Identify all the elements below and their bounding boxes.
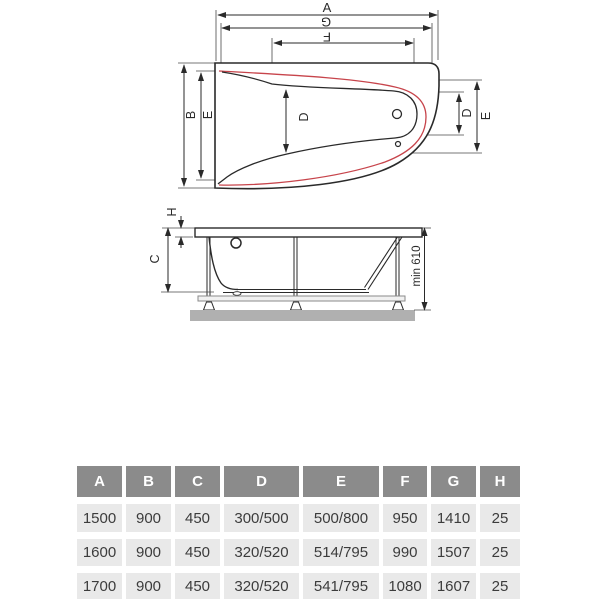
table-cell: 900 xyxy=(126,504,171,532)
bottom-drain xyxy=(233,292,241,296)
table-header-cell: E xyxy=(303,466,379,497)
top-view-drawing xyxy=(178,0,493,189)
dim-label-c: C xyxy=(148,254,162,264)
dim-label-d-right: D xyxy=(460,108,474,118)
dim-label-e-right: E xyxy=(479,111,493,121)
tub-rim-deck xyxy=(195,228,422,237)
dim-label-h: H xyxy=(165,207,179,217)
table-cell: 1607 xyxy=(431,573,476,599)
table-cell: 514/795 xyxy=(303,539,379,566)
table-cell: 25 xyxy=(480,539,520,566)
dim-label-min-height: min 610 xyxy=(411,245,423,287)
table-cell: 541/795 xyxy=(303,573,379,599)
table-header-cell: D xyxy=(224,466,299,497)
small-hole xyxy=(396,142,401,147)
tub-bottom xyxy=(223,290,369,293)
overflow-hole xyxy=(231,238,241,248)
table-cell: 25 xyxy=(480,573,520,599)
frame-feet xyxy=(204,302,404,310)
table-cell: 300/500 xyxy=(224,504,299,532)
dim-label-e-left: E xyxy=(201,110,215,120)
table-cell: 900 xyxy=(126,573,171,599)
table-header-cell: A xyxy=(77,466,122,497)
table-cell: 500/800 xyxy=(303,504,379,532)
table-cell: 1700 xyxy=(77,573,122,599)
frame-base-rail xyxy=(198,296,405,301)
table-cell: 25 xyxy=(480,504,520,532)
tub-outer-outline xyxy=(215,63,439,189)
dim-label-b: B xyxy=(184,110,198,120)
table-header-cell: B xyxy=(126,466,171,497)
table-cell: 1500 xyxy=(77,504,122,532)
table-cell: 450 xyxy=(175,539,220,566)
dim-label-g: G xyxy=(320,14,332,30)
table-cell: 1600 xyxy=(77,539,122,566)
floor-bar xyxy=(190,310,415,321)
table-header-cell: H xyxy=(480,466,520,497)
table-cell: 950 xyxy=(383,504,427,532)
dim-label-d-inner: D xyxy=(297,112,311,122)
table-cell: 320/520 xyxy=(224,573,299,599)
drain-hole xyxy=(393,110,402,119)
dimension-table xyxy=(77,466,520,599)
table-header-cell: C xyxy=(175,466,220,497)
table-header-cell: F xyxy=(383,466,427,497)
table-cell: 900 xyxy=(126,539,171,566)
table-cell: 1410 xyxy=(431,504,476,532)
side-view-drawing xyxy=(148,207,431,321)
dim-label-f: F xyxy=(323,29,331,45)
table-header-cell: G xyxy=(431,466,476,497)
dim-label-a: A xyxy=(322,0,332,15)
table-cell: 1080 xyxy=(383,573,427,599)
table-cell: 450 xyxy=(175,504,220,532)
table-cell: 450 xyxy=(175,573,220,599)
table-cell: 320/520 xyxy=(224,539,299,566)
table-cell: 990 xyxy=(383,539,427,566)
table-cell: 1507 xyxy=(431,539,476,566)
